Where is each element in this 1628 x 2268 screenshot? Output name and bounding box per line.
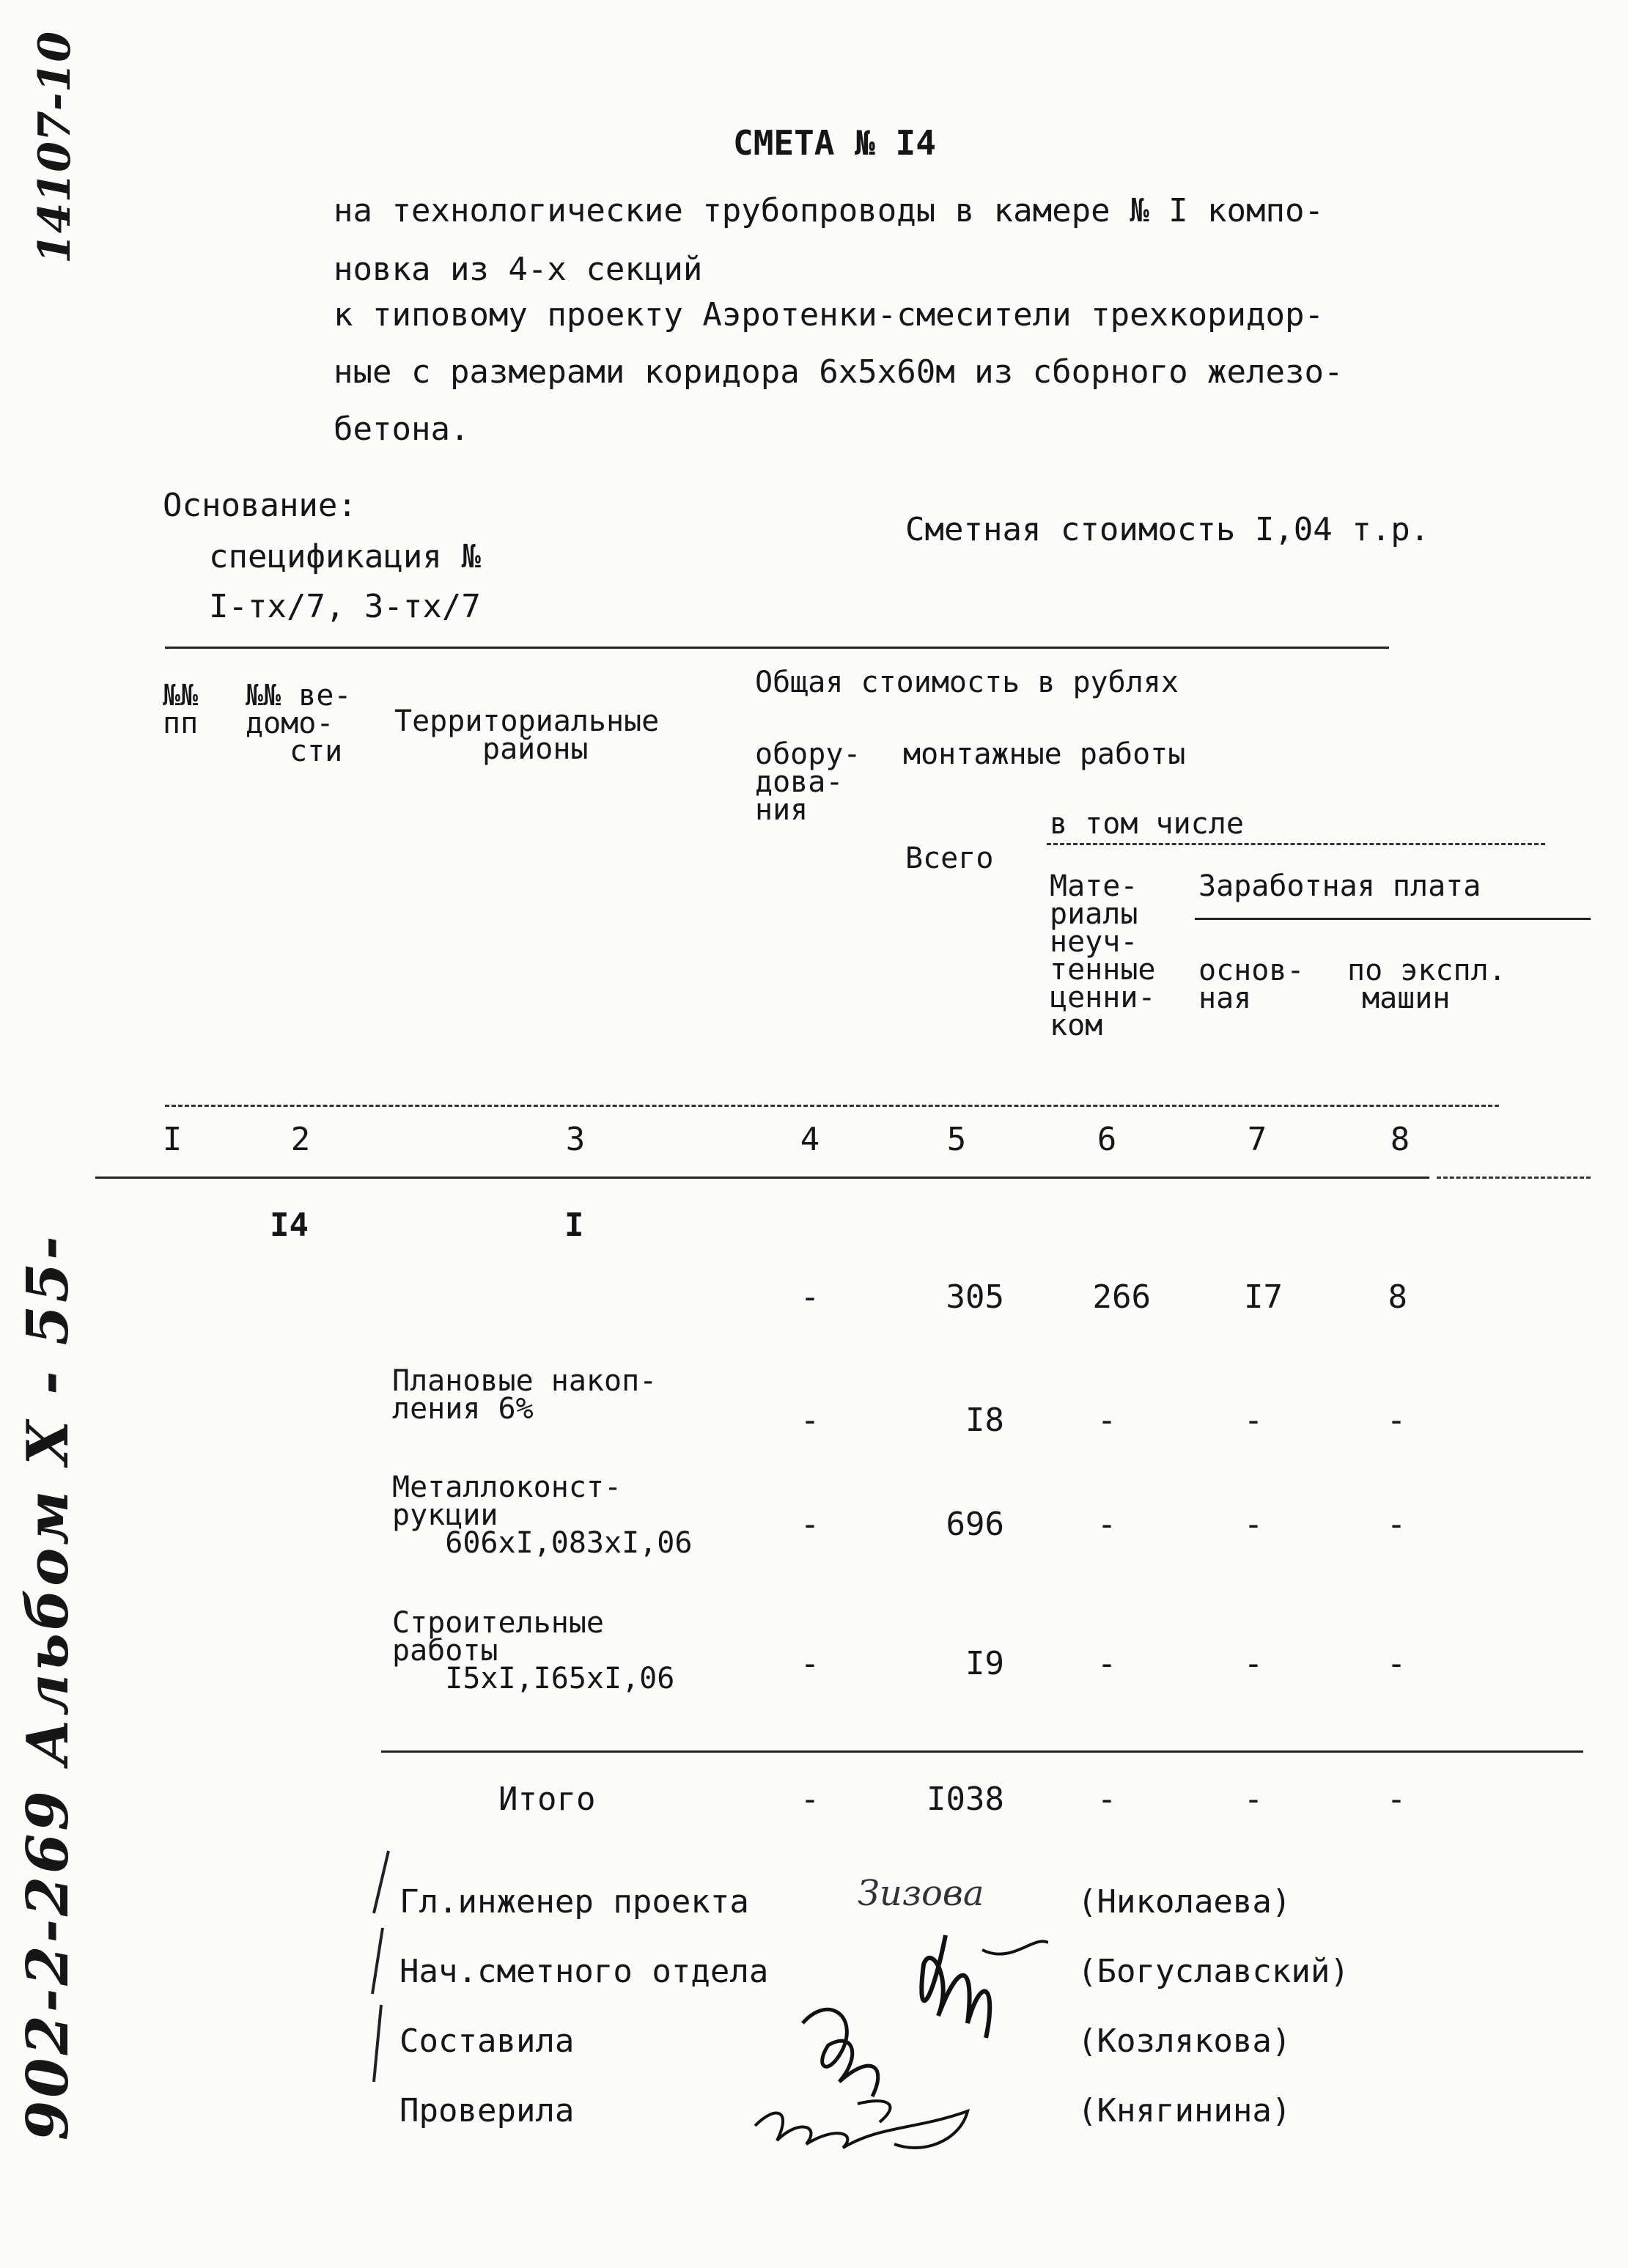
header-col7-line: ная (1198, 982, 1252, 1015)
side-stamp: 902-2-269 Альбом X - 55- (15, 1233, 81, 2140)
header-col6 (1050, 869, 1156, 1042)
header-col1 (163, 679, 199, 740)
header-col2-line: №№ ве- (246, 679, 352, 713)
table-cell-c5: I9 (965, 1645, 1004, 1682)
table-cell-c5: 305 (946, 1278, 1004, 1316)
header-col4-line: ния (755, 793, 809, 827)
row-label-line: работы (392, 1634, 498, 1668)
table-cell-c6: - (1097, 1506, 1117, 1543)
sign-name-1: (Николаева) (1078, 1883, 1292, 1921)
total-label: Итого (498, 1781, 596, 1818)
row-label-line: Строительные (392, 1606, 604, 1640)
header-col4 (755, 737, 861, 827)
sign-name-4: (Княгинина) (1078, 2092, 1292, 2129)
header-group-total: Общая стоимость в рублях (755, 666, 1179, 699)
header-col6-line: тенные (1050, 953, 1156, 987)
row-label-line: I5хI,I65хI,06 (392, 1662, 675, 1696)
subtitle-line-1: на технологические трубопроводы в камере № I компо- (334, 192, 1325, 229)
header-bottom-rule (165, 1105, 1499, 1107)
signature-scribble (733, 1921, 1048, 2162)
header-col7-line: основ- (1198, 954, 1305, 987)
table-cell-c5: I8 (965, 1402, 1004, 1439)
row-label-line: ления 6% (392, 1392, 534, 1426)
table-cell-c4: - (800, 1645, 820, 1682)
basis-label: Основание: (163, 487, 357, 524)
header-col6-line: Мате- (1050, 869, 1138, 903)
row-label (392, 1606, 675, 1696)
table-cell-c7: - (1243, 1645, 1264, 1682)
header-col6-line: неуч- (1050, 925, 1138, 959)
table-cell-c7: - (1243, 1506, 1264, 1543)
subtitle-line-4: ные с размерами коридора 6х5х60м из сборного железо- (334, 353, 1344, 391)
cell-vedomost: I4 (270, 1207, 309, 1244)
header-col2-line: сти (290, 734, 343, 768)
header-group-wage: Заработная плата (1198, 869, 1481, 903)
col-number: 3 (565, 1121, 586, 1158)
table-cell-c5: 696 (946, 1506, 1004, 1543)
header-col8-line: машин (1362, 982, 1451, 1015)
col-number: 6 (1097, 1121, 1117, 1158)
table-cell-c8: - (1386, 1402, 1407, 1439)
incl-rule (1047, 843, 1545, 845)
header-col8 (1347, 954, 1506, 1015)
sign-role-1: Гл.инженер проекта (399, 1883, 749, 1921)
header-col1-line: пп (163, 707, 199, 740)
cell-rayon: I (564, 1207, 584, 1244)
col-number: I (162, 1121, 183, 1158)
row-label-line: Плановые накоп- (392, 1364, 658, 1398)
table-cell-c4: - (800, 1781, 820, 1818)
sign-role-3: Составила (399, 2022, 575, 2060)
row-label-line: Металлоконст- (392, 1470, 622, 1504)
header-col3-line: районы (482, 732, 589, 766)
row-label-line: 606хI,083хI,06 (392, 1526, 693, 1560)
header-col8-line: по экспл. (1347, 954, 1506, 987)
table-cell-c5: I038 (927, 1781, 1004, 1818)
basis-line-2: I-тх/7, 3-тх/7 (209, 588, 481, 625)
row-label (392, 1470, 693, 1560)
header-col1-line: №№ (163, 679, 199, 713)
basis-line-1: спецификация № (209, 538, 481, 575)
header-group-incl: в том числе (1050, 807, 1244, 841)
table-cell-c7: I7 (1244, 1278, 1283, 1316)
signature-handwriting: Зизова (858, 1873, 984, 1914)
col-number: 5 (946, 1121, 967, 1158)
header-col5: Всего (905, 842, 994, 875)
sign-name-3: (Козлякова) (1078, 2022, 1292, 2060)
subtitle-line-5: бетона. (334, 410, 470, 448)
row-label-line: рукции (392, 1498, 498, 1532)
header-col4-line: дова- (755, 765, 844, 799)
table-cell-c7: - (1243, 1781, 1264, 1818)
col-number: 4 (800, 1121, 820, 1158)
table-cell-c6: - (1097, 1781, 1117, 1818)
header-col2-line: домо- (246, 707, 334, 740)
header-col4-line: обору- (755, 737, 861, 771)
col-number: 8 (1390, 1121, 1410, 1158)
top-stamp: 14107-10 (29, 31, 81, 264)
table-cell-c6: - (1097, 1645, 1117, 1682)
header-col2 (246, 679, 352, 768)
header-group-mount: монтажные работы (903, 737, 1186, 771)
table-cell-c6: - (1097, 1402, 1117, 1439)
table-cell-c4: - (800, 1506, 820, 1543)
table-cell-c8: - (1386, 1506, 1407, 1543)
table-cell-c8: - (1386, 1645, 1407, 1682)
table-cell-c7: - (1243, 1402, 1264, 1439)
row-label (392, 1364, 658, 1426)
sign-role-2: Нач.сметного отдела (399, 1953, 769, 1990)
table-cell-c8: 8 (1388, 1278, 1407, 1316)
table-cell-c8: - (1386, 1781, 1407, 1818)
estimate-cost: Сметная стоимость I,04 т.р. (905, 511, 1430, 548)
subtitle-line-3: к типовому проекту Аэротенки-смесители трехкоридор- (334, 296, 1325, 334)
header-col3 (394, 704, 660, 766)
table-cell-c4: - (800, 1402, 820, 1439)
sign-name-2: (Богуславский) (1078, 1953, 1349, 1990)
table-cell-c6: 266 (1092, 1278, 1151, 1316)
header-col6-line: ценни- (1050, 981, 1156, 1015)
page-title: СМЕТА № I4 (733, 123, 936, 163)
numbers-bottom-rule-tail (1437, 1177, 1591, 1179)
header-col7 (1198, 954, 1305, 1015)
sign-role-4: Проверила (399, 2092, 575, 2129)
table-cell-c4: - (800, 1278, 820, 1316)
subtitle-line-2: новка из 4-х секций (334, 251, 703, 288)
col-number: 2 (290, 1121, 311, 1158)
header-col3-line: Территориальные (394, 704, 660, 738)
col-number: 7 (1247, 1121, 1267, 1158)
numbers-bottom-rule (95, 1177, 1429, 1179)
table-top-rule (165, 647, 1389, 649)
total-top-rule (381, 1750, 1583, 1753)
header-col6-line: риалы (1050, 897, 1138, 931)
header-col6-line: ком (1050, 1009, 1103, 1042)
wage-rule (1195, 918, 1591, 920)
